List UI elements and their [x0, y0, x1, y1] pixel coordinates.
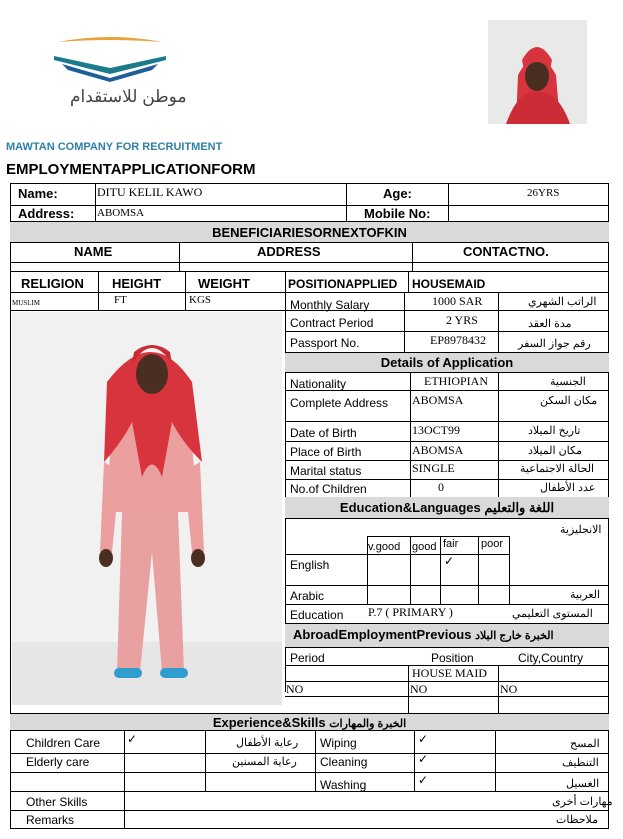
elderly-care-arabic: رعاية المسنين: [232, 756, 297, 768]
beneficiaries-header: BENEFICIARIESORNEXTOFKIN: [10, 221, 609, 243]
children-value: 0: [438, 480, 444, 494]
other-skills-label: Other Skills: [26, 795, 88, 809]
education-value: P.7 ( PRIMARY ): [368, 605, 453, 619]
skills-header: Experience&Skills الخبرة والمهارات: [10, 713, 609, 731]
level-poor: poor: [481, 538, 504, 550]
cleaning-arabic: التنظيف: [562, 757, 599, 769]
cleaning-check: ✓: [418, 752, 429, 766]
washing-arabic: الغسيل: [566, 778, 600, 790]
position-label: POSITIONAPPLIED: [288, 277, 398, 291]
abroad-no-2: NO: [410, 682, 428, 696]
height-value: FT: [114, 294, 127, 306]
nationality-label: Nationality: [290, 377, 347, 391]
abroad-period-col: Period: [290, 651, 325, 665]
company-logo: [40, 30, 187, 115]
washing-check: ✓: [418, 773, 429, 787]
abroad-no-3: NO: [500, 682, 518, 696]
education-label: Education: [290, 608, 344, 622]
nationality-arabic: الجنسية: [550, 376, 586, 388]
arabic-arabic: العربية: [570, 589, 601, 601]
portrait-photo: [488, 20, 587, 124]
arabic-label: Arabic: [290, 589, 325, 603]
position-value: HOUSEMAID: [412, 277, 486, 291]
level-fair: fair: [443, 538, 459, 550]
contract-period-label: Contract Period: [290, 316, 374, 330]
abroad-position-col: Position: [431, 651, 474, 665]
dob-label: Date of Birth: [290, 426, 357, 440]
abroad-header: AbroadEmploymentPrevious الخبرة خارج البلاد: [285, 624, 609, 648]
washing-label: Washing: [320, 778, 367, 792]
name-label: Name:: [18, 186, 58, 201]
pob-label: Place of Birth: [290, 445, 362, 459]
age-value: 26YRS: [527, 187, 560, 199]
children-care-label: Children Care: [26, 736, 101, 750]
marital-label: Marital status: [290, 464, 362, 478]
education-arabic: المستوى التعليمي: [512, 608, 593, 620]
beneficiary-contact-col: CONTACTNO.: [463, 244, 549, 259]
beneficiary-address-col: ADDRESS: [257, 244, 321, 259]
abroad-no-1: NO: [286, 682, 304, 696]
address-detail-label: Complete Address: [290, 396, 389, 410]
nationality-value: ETHIOPIAN: [424, 374, 488, 388]
other-skills-arabic: مهارات أخرى: [552, 796, 613, 808]
salary-value: 1000 SAR: [432, 294, 483, 308]
mobile-label: Mobile No:: [364, 206, 431, 221]
address-label: Address:: [18, 206, 75, 221]
children-care-check: ✓: [127, 732, 138, 746]
remarks-label: Remarks: [26, 813, 75, 827]
pob-value: ABOMSA: [412, 443, 464, 457]
education-header: Education&Languages اللغة والتعليم: [285, 497, 609, 519]
religion-value: MUSLIM: [12, 299, 41, 307]
weight-value: KGS: [189, 294, 212, 306]
cleaning-label: Cleaning: [320, 755, 368, 769]
wiping-arabic: المسح: [570, 738, 600, 750]
pob-arabic: مكان الميلاد: [528, 445, 583, 457]
passport-label: Passport No.: [290, 336, 360, 350]
elderly-care-label: Elderly care: [26, 755, 90, 769]
dob-value: 13OCT99: [412, 423, 460, 437]
address-detail-value: ABOMSA: [412, 393, 464, 407]
english-label: English: [290, 558, 330, 572]
logo-arabic-text: موطن للاستقدام: [70, 87, 187, 106]
address-value: ABOMSA: [97, 207, 145, 219]
salary-label: Monthly Salary: [290, 298, 370, 312]
beneficiary-name-col: NAME: [74, 244, 113, 259]
abroad-city-col: City,Country: [518, 651, 584, 665]
name-value: DITU KELIL KAWO: [97, 185, 203, 199]
details-header: Details of Application: [285, 352, 609, 373]
weight-label: WEIGHT: [198, 276, 250, 291]
level-good: good: [412, 541, 437, 553]
form-title: EMPLOYMENTAPPLICATIONFORM: [6, 161, 256, 178]
english-arabic: الانجليزية: [560, 524, 602, 536]
passport-value: EP8978432: [430, 333, 487, 347]
full-body-photo: [12, 312, 282, 705]
wiping-label: Wiping: [320, 736, 357, 750]
marital-arabic: الحالة الاجتماعية: [520, 463, 595, 475]
children-care-arabic: رعاية الأطفال: [236, 737, 299, 749]
abroad-position-value: HOUSE MAID: [412, 666, 487, 680]
level-vgood: v.good: [368, 541, 401, 553]
dob-arabic: تاريخ الميلاد: [528, 425, 581, 437]
salary-arabic: الراتب الشهري: [528, 296, 597, 308]
english-fair-check: ✓: [444, 554, 455, 568]
marital-value: SINGLE: [412, 461, 455, 475]
passport-arabic: رقم جواز السفر: [518, 338, 591, 350]
wiping-check: ✓: [418, 732, 429, 746]
contract-period-arabic: مدة العقد: [528, 318, 572, 330]
children-label: No.of Children: [290, 482, 367, 496]
company-name: MAWTAN COMPANY FOR RECRUITMENT: [6, 141, 223, 153]
religion-label: RELIGION: [21, 276, 84, 291]
contract-period-value: 2 YRS: [446, 313, 478, 327]
height-label: HEIGHT: [112, 276, 162, 291]
children-arabic: عدد الأطفال: [540, 482, 596, 494]
address-detail-arabic: مكان السكن: [540, 395, 598, 407]
age-label: Age:: [383, 186, 412, 201]
remarks-arabic: ملاحظات: [556, 814, 598, 826]
